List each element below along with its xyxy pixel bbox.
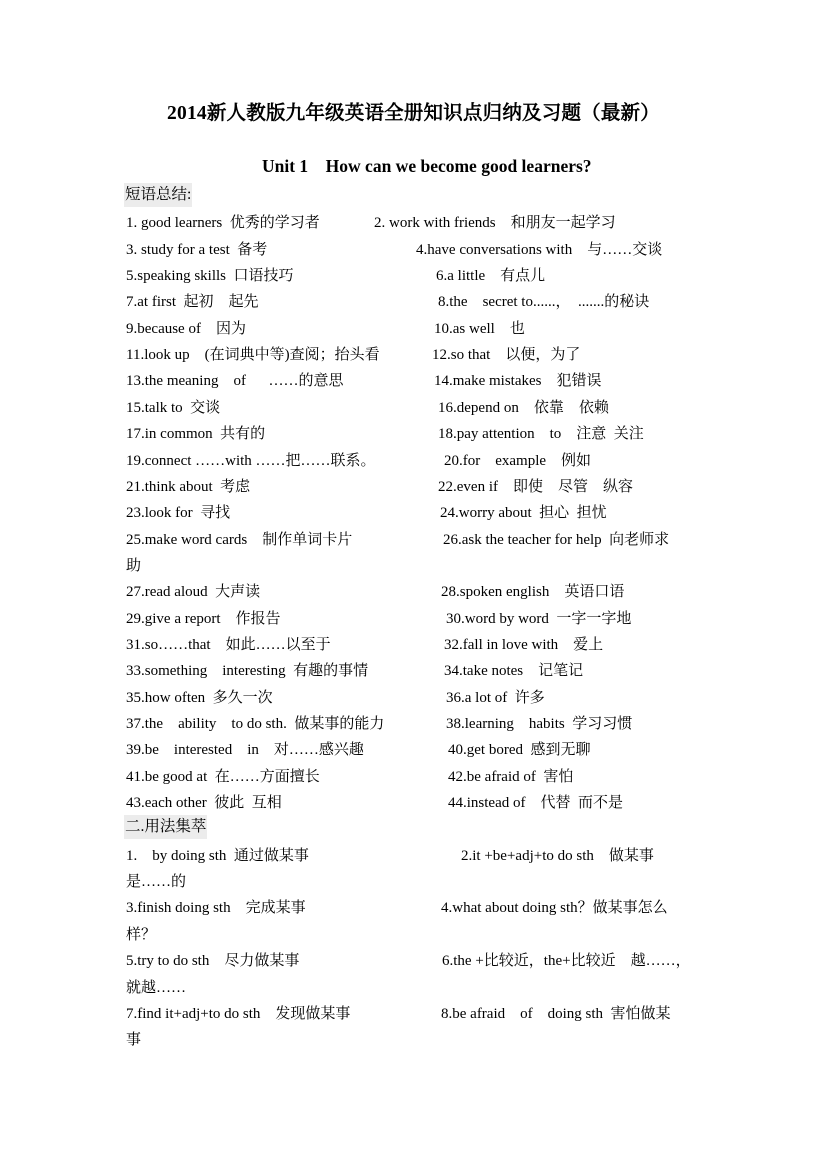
phrase-row (126, 737, 706, 763)
phrase-row-right: 14.make mistakes 犯错误 (434, 373, 602, 390)
phrase-row-right: 8.the secret to......， .......的秘诀 (438, 294, 650, 311)
phrase-row-left: 41.be good at 在……方面擅长 (126, 768, 320, 785)
usage-row-right: 2.it +be+adj+to do sth 做某事 (461, 847, 654, 864)
usage-row-continuation: 是……的 (126, 874, 187, 891)
usage-row-right: 8.be afraid of doing sth 害怕做某 (441, 1005, 671, 1022)
phrase-row (126, 395, 706, 421)
phrase-row-right: 4.have conversations with 与……交谈 (416, 241, 663, 258)
phrase-row-left: 13.the meaning of ……的意思 (126, 373, 344, 390)
phrase-row (126, 474, 706, 500)
phrase-row-right: 36.a lot of 许多 (446, 689, 545, 706)
phrase-row-right: 22.even if 即使 尽管 纵容 (438, 478, 633, 495)
usage-row-continuation: 样？ (126, 926, 157, 943)
usage-row (126, 843, 706, 869)
phrase-row (126, 527, 706, 553)
phrase-row-continuation: 助 (126, 557, 142, 574)
usage-row-left: 1. by doing sth 通过做某事 (126, 847, 309, 864)
phrase-row-left: 33.something interesting 有趣的事情 (126, 663, 369, 680)
phrase-row-left: 23.look for 寻找 (126, 505, 231, 522)
section-heading-phrases: 短语总结: (124, 183, 192, 207)
phrase-row-right: 32.fall in love with 爱上 (444, 636, 604, 653)
phrase-row-right: 24.worry about 担心 担忧 (440, 505, 607, 522)
usage-row (126, 895, 706, 921)
phrase-row-left: 39.be interested in 对……感兴趣 (126, 742, 364, 759)
phrase-row (126, 289, 706, 315)
phrase-row-right: 26.ask the teacher for help 向老师求 (443, 531, 670, 548)
usage-row-right: 6.the +比较近，the+比较近 越……， (442, 953, 691, 970)
phrase-row (126, 421, 706, 447)
phrase-row-right: 6.a little 有点儿 (436, 268, 546, 285)
phrase-row (126, 448, 706, 474)
phrase-row (126, 237, 706, 263)
phrase-row (126, 658, 706, 684)
phrase-row-left: 19.connect ……with ……把……联系。 (126, 452, 376, 469)
phrase-row (126, 632, 706, 658)
phrase-row-left: 27.read aloud 大声读 (126, 584, 261, 601)
phrase-row (126, 606, 706, 632)
phrase-row-left: 15.talk to 交谈 (126, 399, 221, 416)
usage-row-left: 5.try to do sth 尽力做某事 (126, 953, 300, 970)
usage-row-continuation: 就越…… (126, 979, 187, 996)
phrase-row-left: 3. study for a test 备考 (126, 241, 268, 258)
phrase-row (126, 711, 706, 737)
usage-row (126, 1001, 706, 1027)
phrase-row-left: 17.in common 共有的 (126, 426, 266, 443)
phrase-row (126, 500, 706, 526)
phrase-row-left: 7.at first 起初 起先 (126, 294, 259, 311)
phrase-row-right: 16.depend on 依靠 依赖 (438, 399, 609, 416)
phrase-row-left: 29.give a report 作报告 (126, 610, 281, 627)
phrase-row (126, 685, 706, 711)
usage-row (126, 948, 706, 974)
phrase-row-right: 20.for example 例如 (444, 452, 592, 469)
phrase-row (126, 790, 706, 816)
phrase-row-left: 25.make word cards 制作单词卡片 (126, 531, 353, 548)
phrase-row (126, 316, 706, 342)
phrase-row-left: 31.so……that 如此……以至于 (126, 636, 331, 653)
usage-row-left: 3.finish doing sth 完成某事 (126, 900, 306, 917)
usage-row-right: 4.what about doing sth？做某事怎么 (441, 900, 668, 917)
phrase-row (126, 263, 706, 289)
usage-row-left: 7.find it+adj+to do sth 发现做某事 (126, 1005, 351, 1022)
phrase-row-left: 21.think about 考虑 (126, 478, 251, 495)
document-title: 2014新人教版九年级英语全册知识点归纳及习题（最新） (167, 103, 660, 124)
phrase-row (126, 342, 706, 368)
usage-row-continuation: 事 (126, 1032, 142, 1049)
phrase-row-right: 44.instead of 代替 而不是 (448, 795, 623, 812)
phrase-row-right: 2. work with friends 和朋友一起学习 (374, 215, 616, 232)
phrase-row-left: 37.the ability to do sth. 做某事的能力 (126, 716, 385, 732)
phrase-row-left: 1. good learners 优秀的学习者 (126, 215, 320, 232)
phrase-row-right: 12.so that 以便，为了 (432, 347, 581, 364)
phrase-row-left: 9.because of 因为 (126, 320, 246, 337)
phrase-row (126, 579, 706, 605)
phrase-row-right: 28.spoken english 英语口语 (441, 584, 625, 601)
phrase-row-left: 11.look up (在词典中等)查阅；抬头看 (126, 347, 380, 364)
phrase-row-right: 10.as well 也 (434, 320, 525, 337)
phrase-row-left: 43.each other 彼此 互相 (126, 795, 282, 812)
unit-title: Unit 1 How can we become good learners? (262, 156, 592, 176)
phrase-row (126, 368, 706, 394)
phrase-row-left: 5.speaking skills 口语技巧 (126, 268, 294, 285)
phrase-row-left: 35.how often 多久一次 (126, 689, 273, 706)
phrase-row-right: 42.be afraid of 害怕 (448, 768, 574, 785)
phrase-row (126, 764, 706, 790)
phrase-row-right: 40.get bored 感到无聊 (448, 742, 591, 759)
phrase-row-right: 34.take notes 记笔记 (444, 663, 584, 680)
phrase-row-right: 18.pay attention to 注意 关注 (438, 426, 644, 443)
section-heading-usages: 二.用法集萃 (124, 815, 207, 839)
phrase-row (126, 210, 706, 236)
phrase-row-right: 38.learning habits 学习习惯 (446, 716, 633, 732)
phrase-row-right: 30.word by word 一字一字地 (446, 610, 632, 627)
